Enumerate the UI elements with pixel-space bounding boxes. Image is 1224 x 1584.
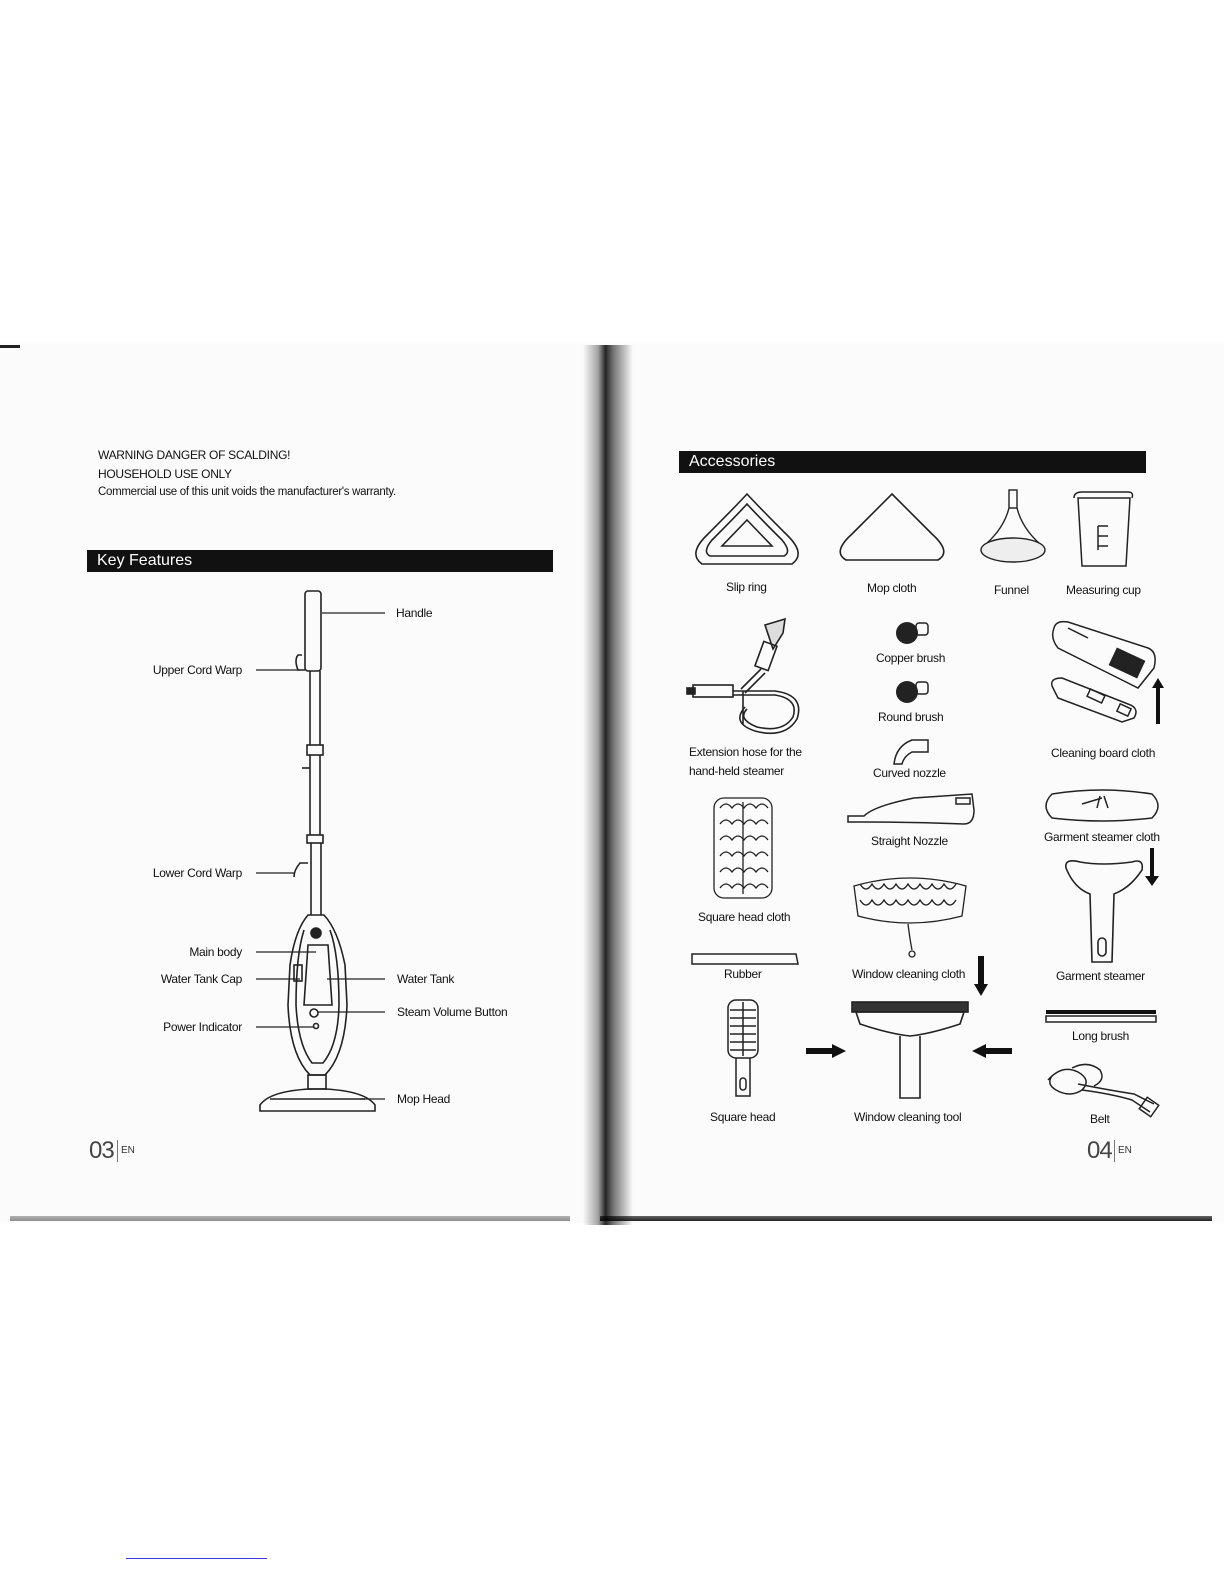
mop-cloth-icon (832, 490, 952, 568)
label-power-indicator: Power Indicator (163, 1020, 242, 1034)
label-lower-cord-warp: Lower Cord Warp (152, 866, 242, 880)
label-belt: Belt (1090, 1112, 1110, 1126)
label-main-body: Main body (189, 945, 242, 959)
page-number: 04 (1087, 1137, 1112, 1164)
funnel-icon (978, 488, 1048, 568)
rubber-icon (688, 950, 800, 968)
label-rubber: Rubber (724, 967, 762, 981)
page-number-divider (1114, 1140, 1115, 1162)
warning-line: Commercial use of this unit voids the manufacturer's warranty. (98, 486, 396, 498)
label-water-tank-cap: Water Tank Cap (160, 972, 242, 986)
label-steam-volume-button: Steam Volume Button (397, 1005, 508, 1019)
garment-steamer-cloth-icon (1042, 786, 1162, 830)
page-language: EN (1118, 1145, 1132, 1156)
warning-line: WARNING DANGER OF SCALDING! (98, 448, 291, 462)
section-title: Accessories (679, 451, 1146, 473)
label-garment-steamer-cloth: Garment steamer cloth (1044, 830, 1160, 844)
label-curved-nozzle: Curved nozzle (873, 766, 946, 780)
long-brush-icon (1044, 1006, 1158, 1026)
garment-steamer-icon (1060, 848, 1170, 974)
page-edge (10, 1216, 570, 1221)
slip-ring-icon (688, 490, 806, 570)
label-slip-ring: Slip ring (726, 580, 767, 594)
arrow-left-icon (972, 1044, 1012, 1058)
warning-line: HOUSEHOLD USE ONLY (98, 467, 232, 481)
label-window-cleaning-tool: Window cleaning tool (854, 1110, 962, 1124)
label-square-head-cloth: Square head cloth (698, 910, 791, 924)
label-straight-nozzle: Straight Nozzle (871, 834, 948, 848)
section-title: Key Features (87, 550, 553, 572)
label-measuring-cup: Measuring cup (1066, 583, 1141, 597)
label-round-brush: Round brush (878, 710, 944, 724)
label-copper-brush: Copper brush (876, 651, 946, 665)
window-cleaning-tool-icon (850, 998, 970, 1100)
page-number-divider (117, 1140, 118, 1162)
cleaning-board-icon (1048, 618, 1166, 730)
measuring-cup-icon (1070, 490, 1136, 570)
straight-nozzle-icon (844, 790, 976, 830)
page-edge (600, 1216, 1212, 1221)
leader-lines (0, 0, 600, 1200)
label-water-tank: Water Tank (397, 972, 455, 986)
extension-hose-icon (685, 615, 810, 740)
label-extension-hose (689, 743, 807, 781)
square-head-icon (722, 998, 764, 1100)
window-cleaning-cloth-icon (850, 870, 970, 970)
label-window-cleaning-cloth: Window cleaning cloth (852, 967, 966, 981)
label-extension-hose-text: Extension hose for the hand-held steamer (689, 745, 802, 778)
page-number: 03 (89, 1137, 114, 1164)
label-upper-cord-warp: Upper Cord Warp (152, 663, 242, 677)
round-brush-icon (892, 676, 932, 706)
square-head-cloth-icon (710, 794, 776, 902)
copper-brush-icon (892, 617, 932, 647)
label-cleaning-board-cloth: Cleaning board cloth (1051, 746, 1156, 760)
label-funnel: Funnel (994, 583, 1029, 597)
label-garment-steamer: Garment steamer (1056, 969, 1145, 983)
label-mop-cloth: Mop cloth (867, 581, 917, 595)
arrow-down-icon (974, 956, 988, 996)
label-long-brush: Long brush (1072, 1029, 1130, 1043)
underline-mark (126, 1558, 267, 1559)
label-mop-head: Mop Head (397, 1092, 450, 1106)
arrow-right-icon (806, 1044, 846, 1058)
curved-nozzle-icon (890, 736, 932, 766)
page-language: EN (121, 1145, 135, 1156)
label-handle: Handle (396, 606, 433, 620)
label-square-head: Square head (710, 1110, 776, 1124)
